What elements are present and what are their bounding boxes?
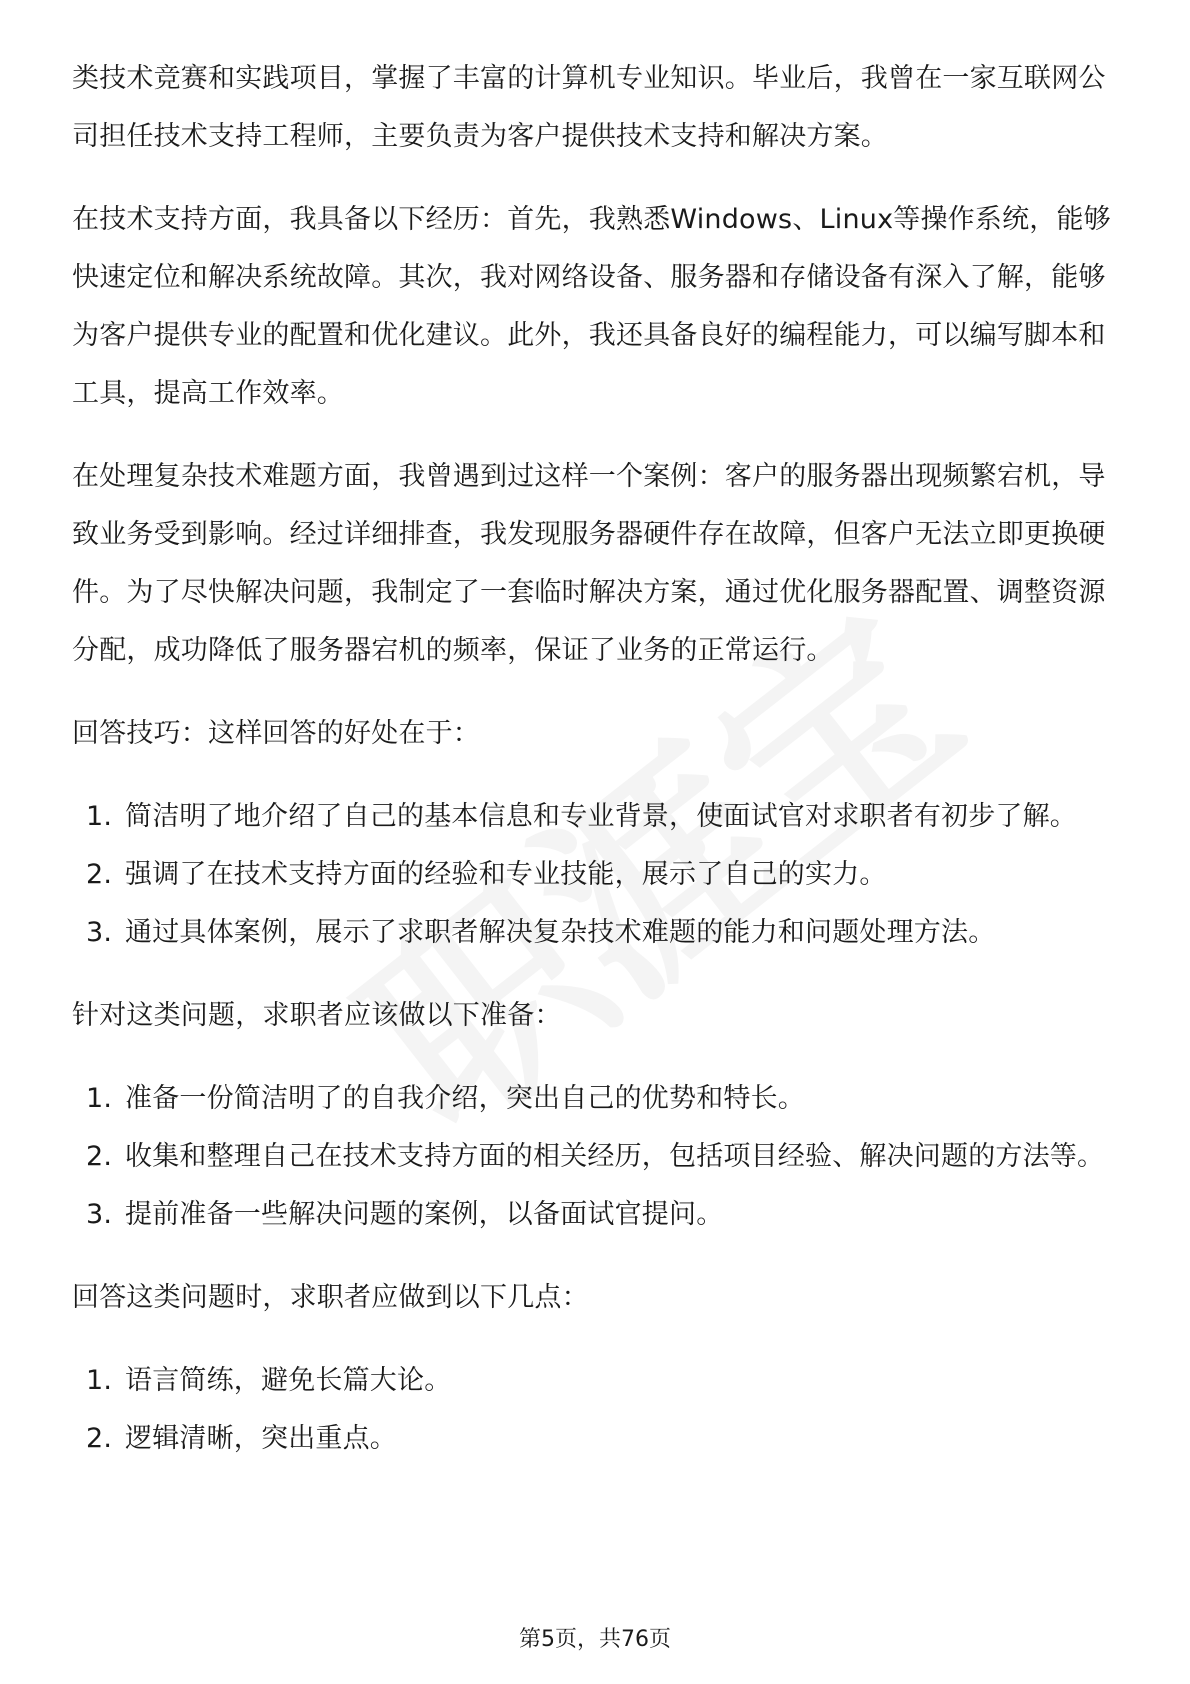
list-item: 1. 语言简练，避免长篇大论。 <box>86 1365 452 1396</box>
page-content <box>72 50 1122 1493</box>
list-item: 1. 准备一份简洁明了的自我介绍，突出自己的优势和特长。 <box>86 1083 805 1114</box>
list-item: 2. 逻辑清晰，突出重点。 <box>86 1423 397 1454</box>
list-item: 3. 通过具体案例，展示了求职者解决复杂技术难题的能力和问题处理方法。 <box>86 917 996 948</box>
paragraph-case: 在处理复杂技术难题方面，我曾遇到过这样一个案例：客户的服务器出现频繁宕机，导致业务受到影响。经过详细排查，我发现服务器硬件存在故障，但客户无法立即更换硬件。为了尽快解决问题，我制定了一套临时解决方案，通过优化服务器配置、调整资源分配，成功降低了服务器宕机的频率，保证了业务的正常运行。 <box>72 461 1106 666</box>
heading-answer-tips: 回答技巧：这样回答的好处在于： <box>72 718 480 749</box>
page-number: 第5页，共76页 <box>519 1627 671 1652</box>
list-preparation <box>72 1070 1122 1244</box>
list-item: 2. 强调了在技术支持方面的经验和专业技能，展示了自己的实力。 <box>86 859 887 890</box>
list-item: 1. 简洁明了地介绍了自己的基本信息和专业背景，使面试官对求职者有初步了解。 <box>86 801 1077 832</box>
list-answer-benefits <box>72 788 1122 962</box>
paragraph-tech-support: 在技术支持方面，我具备以下经历：首先，我熟悉Windows、Linux等操作系统，能够快速定位和解决系统故障。其次，我对网络设备、服务器和存储设备有深入了解，能够为客户提供专业的配置和优化建议。此外，我还具备良好的编程能力，可以编写脚本和工具，提高工作效率。 <box>72 204 1111 409</box>
paragraph-intro-end: 类技术竞赛和实践项目，掌握了丰富的计算机专业知识。毕业后，我曾在一家互联网公司担任技术支持工程师，主要负责为客户提供技术支持和解决方案。 <box>72 63 1106 152</box>
list-item: 3. 提前准备一些解决问题的案例，以备面试官提问。 <box>86 1199 724 1230</box>
heading-preparation: 针对这类问题，求职者应该做以下准备： <box>72 1000 562 1031</box>
list-answer-points <box>72 1352 1122 1468</box>
heading-answer-points: 回答这类问题时，求职者应做到以下几点： <box>72 1282 589 1313</box>
list-item: 2. 收集和整理自己在技术支持方面的相关经历，包括项目经验、解决问题的方法等。 <box>86 1141 1105 1172</box>
